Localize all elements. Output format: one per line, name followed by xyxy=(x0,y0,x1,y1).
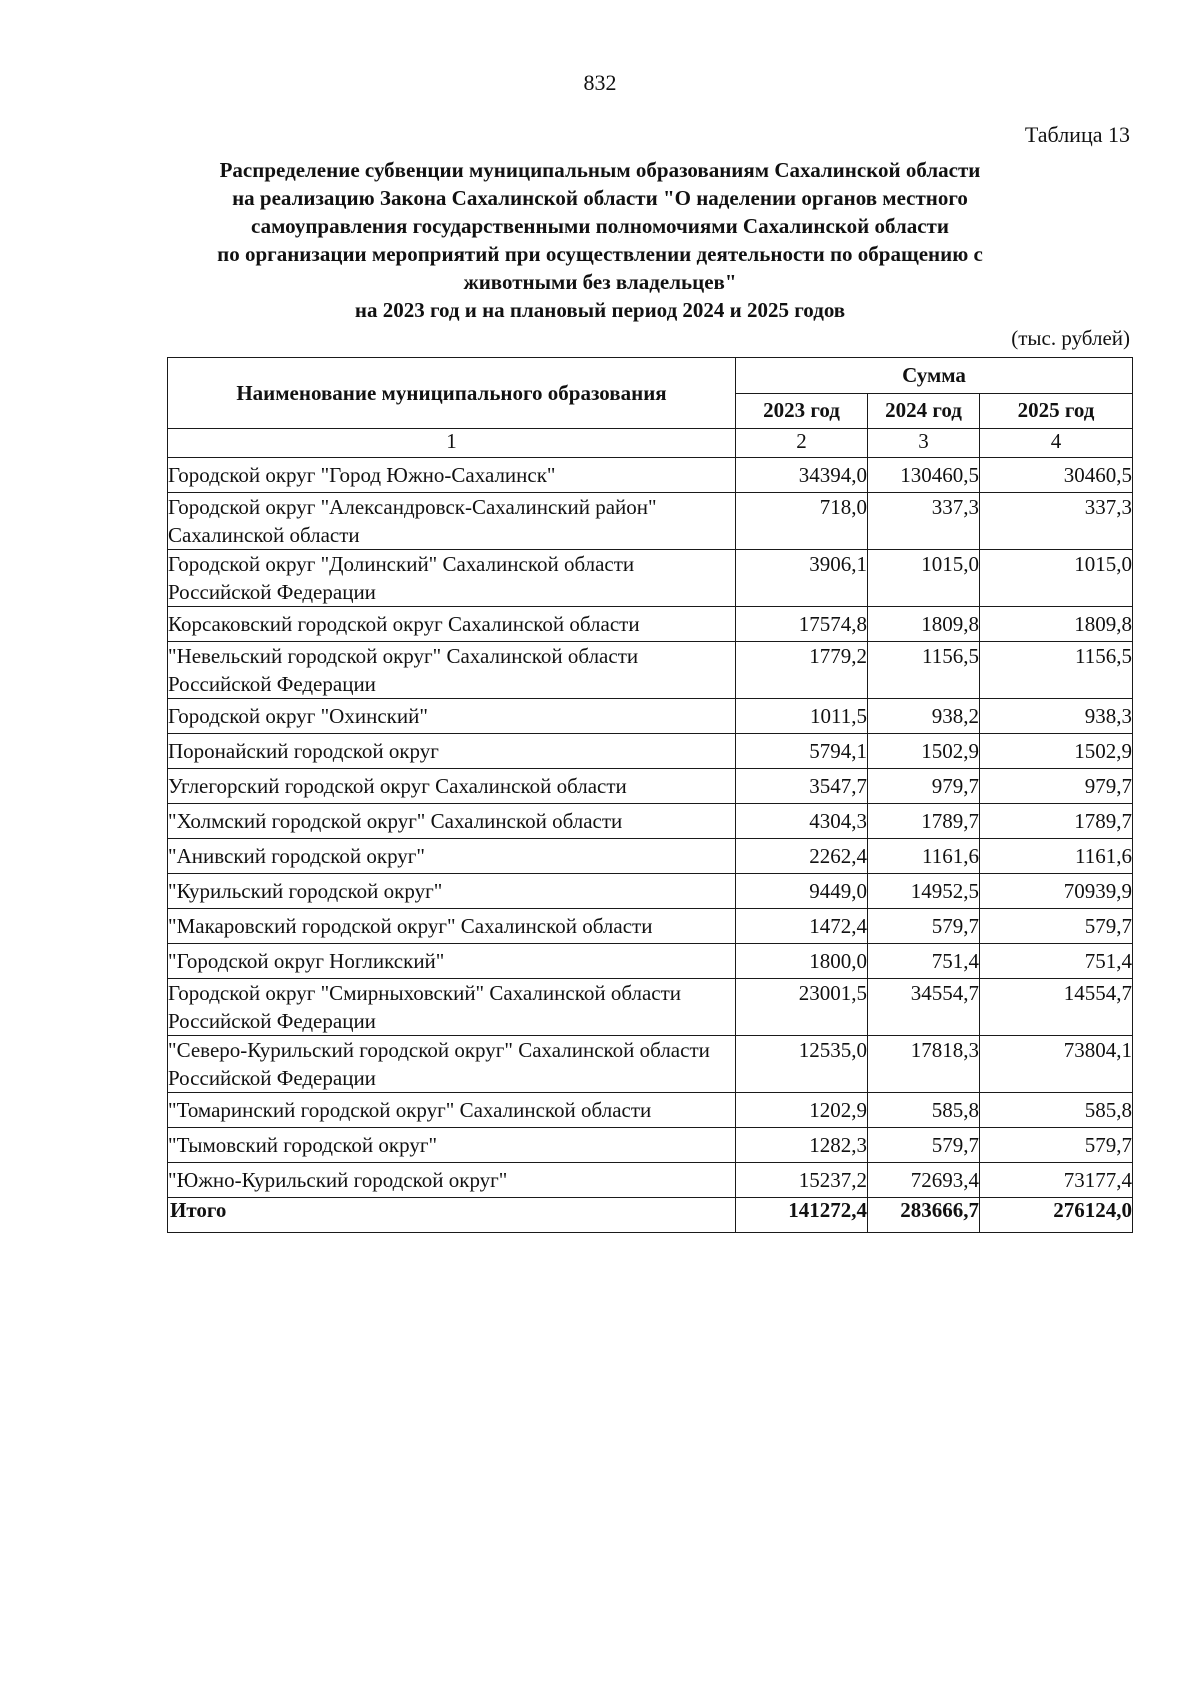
column-number: 2 xyxy=(736,429,868,458)
value-2025: 1161,6 xyxy=(980,839,1133,874)
value-2025: 337,3 xyxy=(980,493,1133,550)
municipality-name: "Томаринский городской округ" Сахалинской области xyxy=(168,1093,736,1128)
table-row xyxy=(168,839,1133,874)
value-2023: 1282,3 xyxy=(736,1128,868,1163)
total-2025: 276124,0 xyxy=(980,1198,1133,1233)
municipality-name: Углегорский городской округ Сахалинской области xyxy=(168,769,736,804)
title-line: Распределение субвенции муниципальным образованиям Сахалинской области xyxy=(219,158,981,182)
value-2023: 2262,4 xyxy=(736,839,868,874)
municipality-name: "Тымовский городской округ" xyxy=(168,1128,736,1163)
title-line: на реализацию Закона Сахалинской области "О наделении органов местного xyxy=(232,186,968,210)
table-row xyxy=(168,944,1133,979)
municipality-name: "Макаровский городской округ" Сахалинской области xyxy=(168,909,736,944)
title-line: на 2023 год и на плановый период 2024 и 2025 годов xyxy=(354,298,846,322)
table-row xyxy=(168,493,1133,550)
table-row xyxy=(168,550,1133,607)
municipality-name: "Городской округ Ногликский" xyxy=(168,944,736,979)
table-row xyxy=(168,458,1133,493)
table-row xyxy=(168,699,1133,734)
value-2024: 579,7 xyxy=(868,1128,980,1163)
table-row xyxy=(168,1093,1133,1128)
value-2025: 14554,7 xyxy=(980,979,1133,1036)
value-2024: 34554,7 xyxy=(868,979,980,1036)
document-title xyxy=(150,156,1050,324)
column-number: 1 xyxy=(168,429,736,458)
value-2025: 1789,7 xyxy=(980,804,1133,839)
units-label: (тыс. рублей) xyxy=(1011,326,1130,350)
value-2024: 72693,4 xyxy=(868,1163,980,1198)
municipality-name: Городской округ "Смирныховский" Сахалинской области Российской Федерации xyxy=(168,979,736,1036)
value-2024: 1809,8 xyxy=(868,607,980,642)
table-row xyxy=(168,769,1133,804)
municipality-name: "Холмский городской округ" Сахалинской области xyxy=(168,804,736,839)
municipality-name: Городской округ "Александровск-Сахалинский район" Сахалинской области xyxy=(168,493,736,550)
total-row xyxy=(168,1198,1133,1233)
value-2025: 1156,5 xyxy=(980,642,1133,699)
header-name: Наименование муниципального образования xyxy=(168,358,736,429)
table-row xyxy=(168,642,1133,699)
value-2025: 938,3 xyxy=(980,699,1133,734)
municipality-name: "Южно-Курильский городской округ" xyxy=(168,1163,736,1198)
table-row xyxy=(168,804,1133,839)
title-line: самоуправления государственными полномочиями Сахалинской области xyxy=(251,214,949,238)
value-2023: 1779,2 xyxy=(736,642,868,699)
table-row xyxy=(168,1163,1133,1198)
value-2025: 751,4 xyxy=(980,944,1133,979)
value-2023: 4304,3 xyxy=(736,804,868,839)
table-row xyxy=(168,734,1133,769)
municipality-name: Корсаковский городской округ Сахалинской области xyxy=(168,607,736,642)
value-2024: 1789,7 xyxy=(868,804,980,839)
municipality-name: Городской округ "Охинский" xyxy=(168,699,736,734)
column-number: 3 xyxy=(868,429,980,458)
municipality-name: "Курильский городской округ" xyxy=(168,874,736,909)
value-2024: 1015,0 xyxy=(868,550,980,607)
header-year-2024: 2024 год xyxy=(868,393,980,429)
value-2025: 579,7 xyxy=(980,1128,1133,1163)
value-2024: 979,7 xyxy=(868,769,980,804)
table-row xyxy=(168,607,1133,642)
value-2025: 30460,5 xyxy=(980,458,1133,493)
municipality-name: "Северо-Курильский городской округ" Сахалинской области Российской Федерации xyxy=(168,1036,736,1093)
value-2025: 585,8 xyxy=(980,1093,1133,1128)
header-year-2025: 2025 год xyxy=(980,393,1133,429)
value-2023: 718,0 xyxy=(736,493,868,550)
value-2024: 14952,5 xyxy=(868,874,980,909)
value-2025: 1502,9 xyxy=(980,734,1133,769)
value-2025: 979,7 xyxy=(980,769,1133,804)
value-2023: 3547,7 xyxy=(736,769,868,804)
value-2024: 337,3 xyxy=(868,493,980,550)
total-2023: 141272,4 xyxy=(736,1198,868,1233)
municipality-name: Поронайский городской округ xyxy=(168,734,736,769)
value-2023: 17574,8 xyxy=(736,607,868,642)
value-2023: 15237,2 xyxy=(736,1163,868,1198)
table-row xyxy=(168,874,1133,909)
value-2023: 12535,0 xyxy=(736,1036,868,1093)
column-number: 4 xyxy=(980,429,1133,458)
value-2025: 73804,1 xyxy=(980,1036,1133,1093)
page-number: 832 xyxy=(583,70,617,95)
table-label: Таблица 13 xyxy=(1024,122,1130,147)
header-sum: Сумма xyxy=(736,358,1133,394)
municipality-name: Городской округ "Долинский" Сахалинской области Российской Федерации xyxy=(168,550,736,607)
value-2025: 70939,9 xyxy=(980,874,1133,909)
title-line: по организации мероприятий при осуществлении деятельности по обращению с xyxy=(217,242,983,266)
table-row xyxy=(168,1128,1133,1163)
value-2024: 1156,5 xyxy=(868,642,980,699)
title-line: животными без владельцев" xyxy=(463,270,737,294)
value-2024: 938,2 xyxy=(868,699,980,734)
value-2023: 1011,5 xyxy=(736,699,868,734)
table-row xyxy=(168,979,1133,1036)
value-2023: 1202,9 xyxy=(736,1093,868,1128)
value-2023: 9449,0 xyxy=(736,874,868,909)
value-2025: 579,7 xyxy=(980,909,1133,944)
table-row xyxy=(168,909,1133,944)
value-2024: 17818,3 xyxy=(868,1036,980,1093)
value-2024: 579,7 xyxy=(868,909,980,944)
value-2023: 23001,5 xyxy=(736,979,868,1036)
value-2024: 1161,6 xyxy=(868,839,980,874)
value-2024: 130460,5 xyxy=(868,458,980,493)
value-2025: 1809,8 xyxy=(980,607,1133,642)
value-2023: 1472,4 xyxy=(736,909,868,944)
total-label: Итого xyxy=(168,1198,736,1233)
table-row xyxy=(168,1036,1133,1093)
value-2023: 3906,1 xyxy=(736,550,868,607)
value-2025: 1015,0 xyxy=(980,550,1133,607)
value-2024: 585,8 xyxy=(868,1093,980,1128)
value-2023: 34394,0 xyxy=(736,458,868,493)
header-year-2023: 2023 год xyxy=(736,393,868,429)
municipality-name: Городской округ "Город Южно-Сахалинск" xyxy=(168,458,736,493)
value-2024: 751,4 xyxy=(868,944,980,979)
municipality-name: "Невельский городской округ" Сахалинской области Российской Федерации xyxy=(168,642,736,699)
value-2025: 73177,4 xyxy=(980,1163,1133,1198)
subvention-table xyxy=(167,357,1133,1233)
total-2024: 283666,7 xyxy=(868,1198,980,1233)
value-2024: 1502,9 xyxy=(868,734,980,769)
value-2023: 1800,0 xyxy=(736,944,868,979)
value-2023: 5794,1 xyxy=(736,734,868,769)
municipality-name: "Анивский городской округ" xyxy=(168,839,736,874)
